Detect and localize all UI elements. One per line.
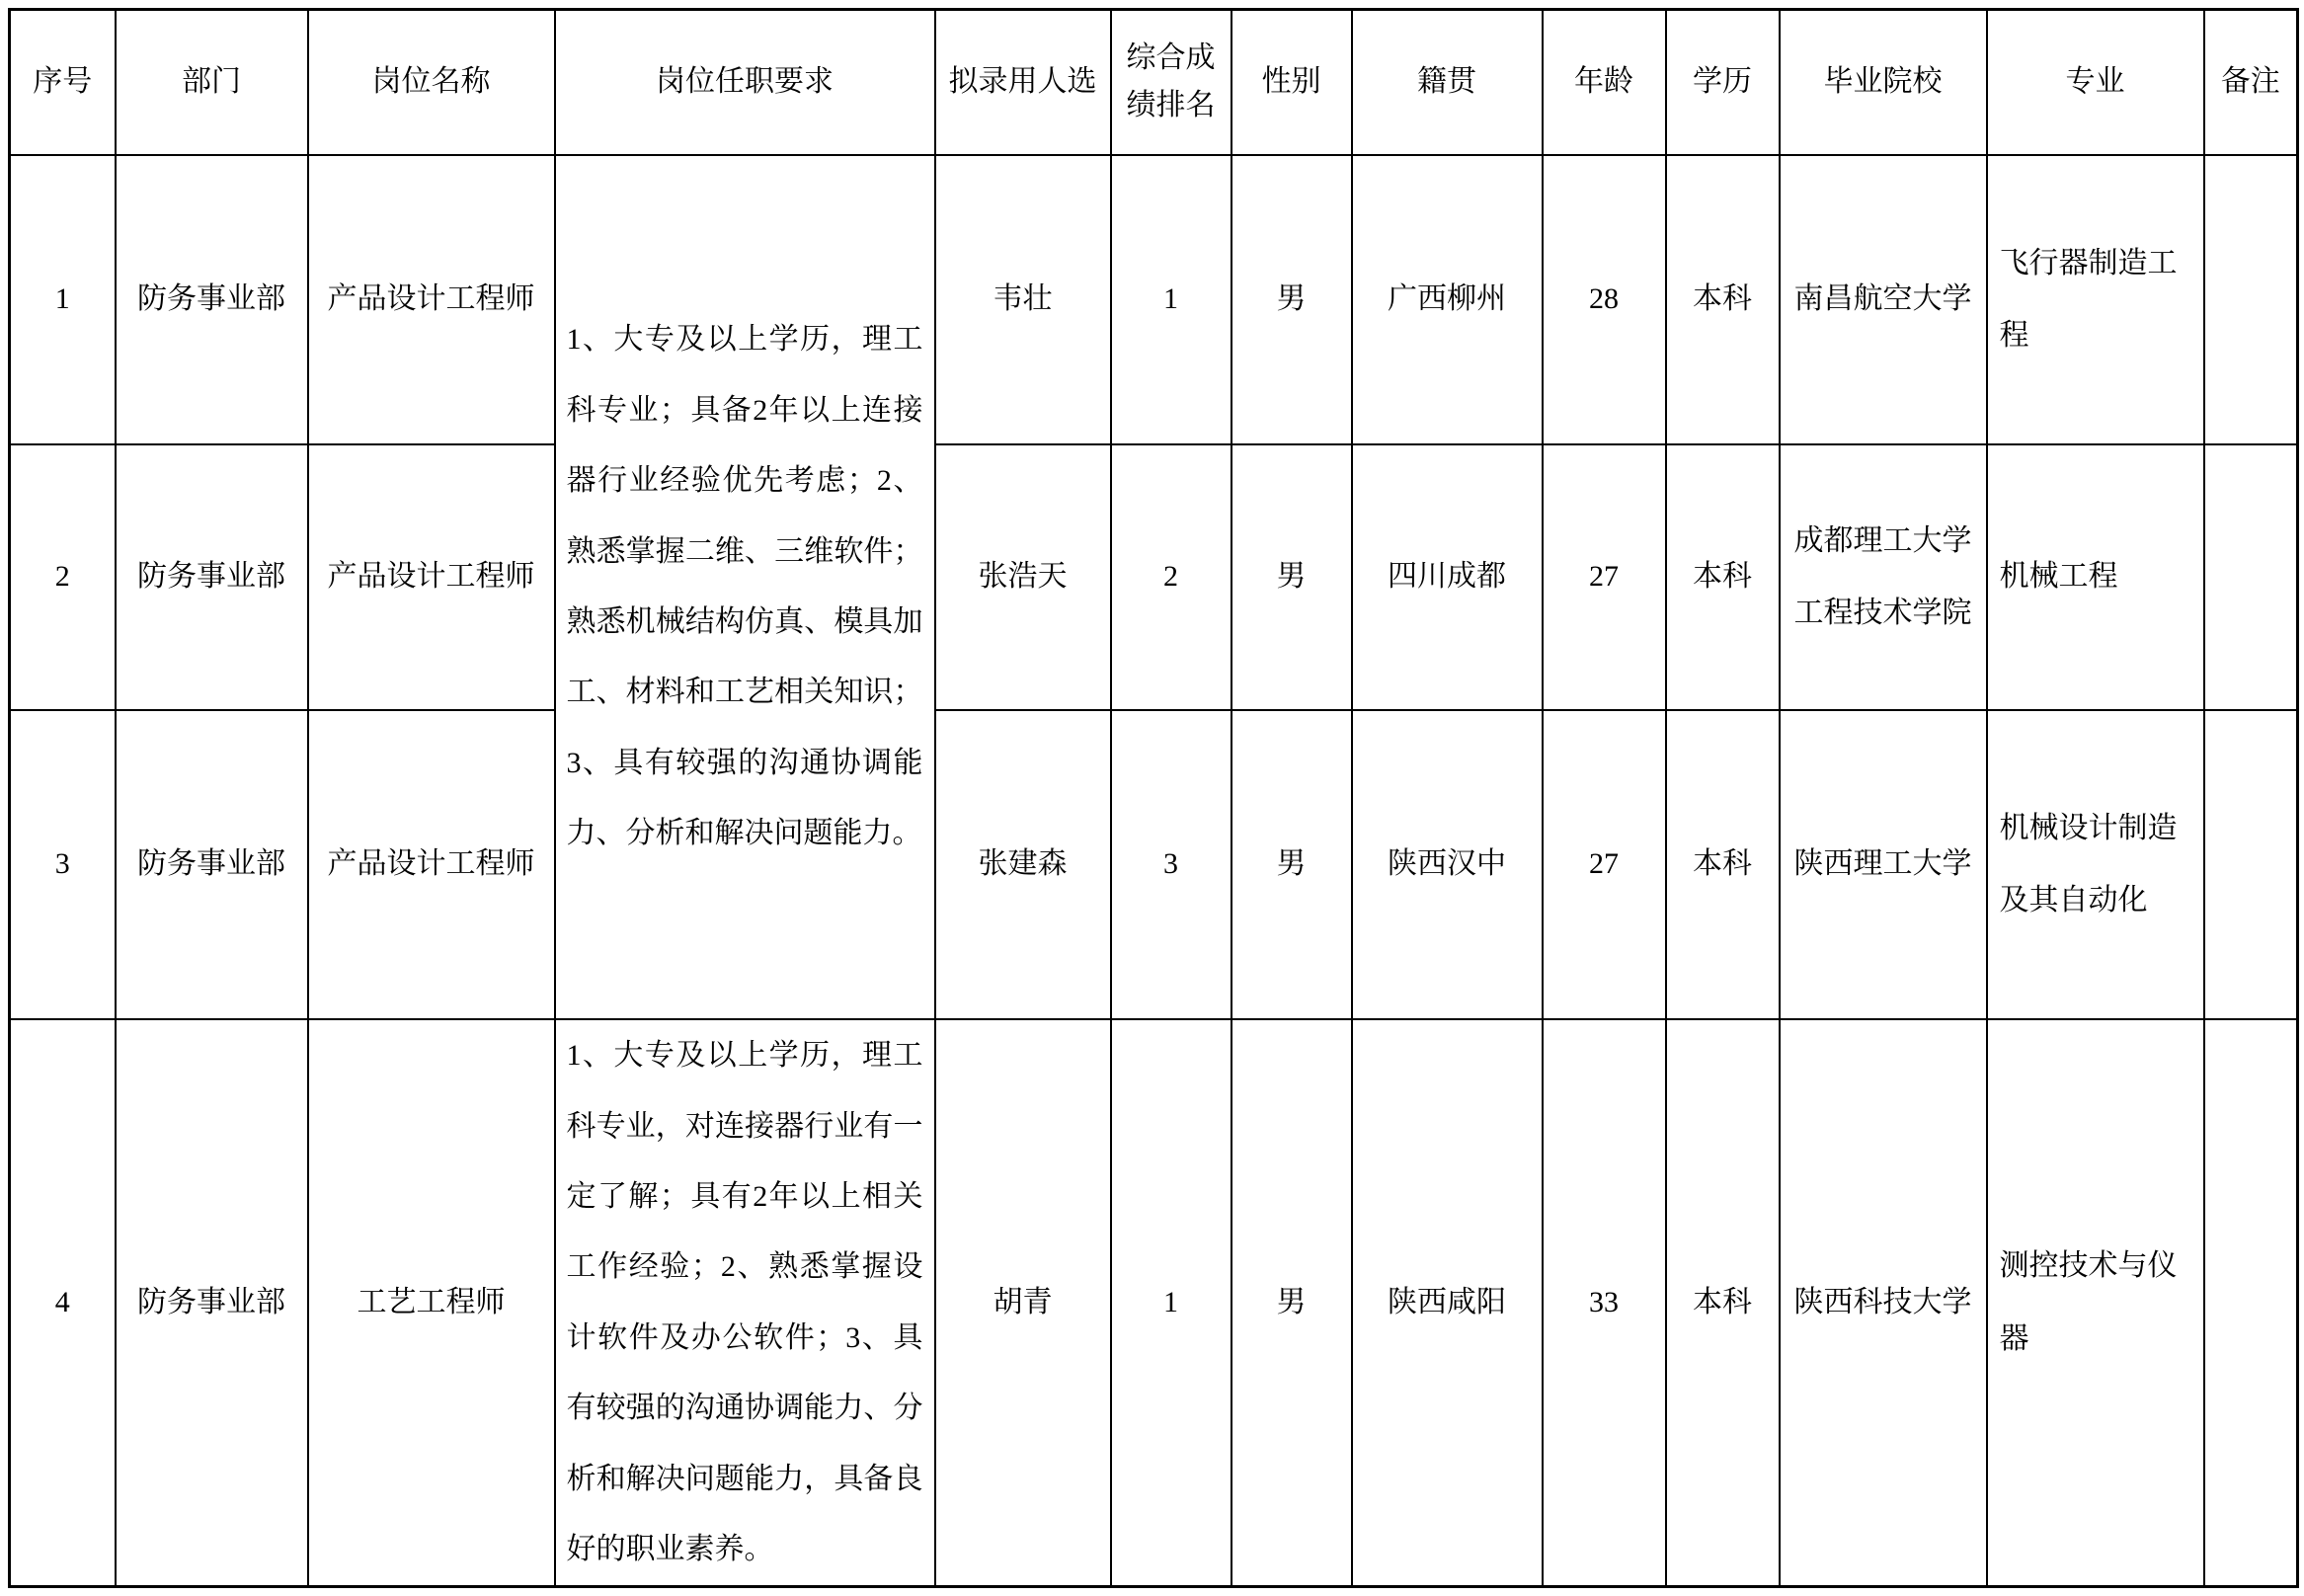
cell-candidate-1: 韦壮 <box>935 155 1111 444</box>
cell-requirements-group-1: 1、大专及以上学历，理工科专业；具备2年以上连接器行业经验优先考虑；2、熟悉掌握二维、三维软件；熟悉机械结构仿真、模具加工、材料和工艺相关知识；3、具有较强的沟通协调能力、分析和解决问题能力。 <box>555 155 935 1019</box>
col-header-department: 部门 <box>116 10 308 155</box>
col-header-rank: 综合成绩排名 <box>1111 10 1231 155</box>
col-header-major: 专业 <box>1987 10 2204 155</box>
cell-age-1: 28 <box>1543 155 1666 444</box>
cell-age-3: 27 <box>1543 710 1666 1019</box>
cell-major-4: 测控技术与仪器 <box>1987 1019 2204 1587</box>
cell-hometown-4: 陕西咸阳 <box>1352 1019 1543 1587</box>
cell-position-1: 产品设计工程师 <box>308 155 555 444</box>
table-row-2 <box>10 444 2298 710</box>
cell-index-1: 1 <box>10 155 116 444</box>
cell-education-1: 本科 <box>1666 155 1780 444</box>
col-header-position: 岗位名称 <box>308 10 555 155</box>
col-header-index: 序号 <box>10 10 116 155</box>
cell-hometown-1: 广西柳州 <box>1352 155 1543 444</box>
cell-position-3: 产品设计工程师 <box>308 710 555 1019</box>
col-header-candidate: 拟录用人选 <box>935 10 1111 155</box>
cell-hometown-2: 四川成都 <box>1352 444 1543 710</box>
cell-candidate-2: 张浩天 <box>935 444 1111 710</box>
cell-gender-4: 男 <box>1231 1019 1352 1587</box>
cell-department-3: 防务事业部 <box>116 710 308 1019</box>
cell-remarks-4 <box>2204 1019 2298 1587</box>
cell-school-3: 陕西理工大学 <box>1780 710 1987 1019</box>
cell-school-4: 陕西科技大学 <box>1780 1019 1987 1587</box>
col-header-education: 学历 <box>1666 10 1780 155</box>
cell-age-2: 27 <box>1543 444 1666 710</box>
cell-remarks-3 <box>2204 710 2298 1019</box>
cell-hometown-3: 陕西汉中 <box>1352 710 1543 1019</box>
cell-position-2: 产品设计工程师 <box>308 444 555 710</box>
header-row <box>10 10 2298 155</box>
cell-candidate-3: 张建森 <box>935 710 1111 1019</box>
cell-remarks-1 <box>2204 155 2298 444</box>
cell-index-2: 2 <box>10 444 116 710</box>
col-header-age: 年龄 <box>1543 10 1666 155</box>
cell-rank-2: 2 <box>1111 444 1231 710</box>
cell-education-2: 本科 <box>1666 444 1780 710</box>
cell-gender-3: 男 <box>1231 710 1352 1019</box>
cell-remarks-2 <box>2204 444 2298 710</box>
col-header-hometown: 籍贯 <box>1352 10 1543 155</box>
col-header-requirements: 岗位任职要求 <box>555 10 935 155</box>
cell-school-1: 南昌航空大学 <box>1780 155 1987 444</box>
cell-index-3: 3 <box>10 710 116 1019</box>
cell-candidate-4: 胡青 <box>935 1019 1111 1587</box>
table-row-4 <box>10 1019 2298 1587</box>
col-header-school: 毕业院校 <box>1780 10 1987 155</box>
cell-requirements-group-2: 1、大专及以上学历，理工科专业，对连接器行业有一定了解；具有2年以上相关工作经验；2、熟悉掌握设计软件及办公软件；3、具有较强的沟通协调能力、分析和解决问题能力，具备良好的职业素养。 <box>555 1019 935 1587</box>
cell-rank-1: 1 <box>1111 155 1231 444</box>
cell-department-4: 防务事业部 <box>116 1019 308 1587</box>
cell-major-2: 机械工程 <box>1987 444 2204 710</box>
cell-school-2: 成都理工大学工程技术学院 <box>1780 444 1987 710</box>
cell-age-4: 33 <box>1543 1019 1666 1587</box>
cell-rank-3: 3 <box>1111 710 1231 1019</box>
table-row-1 <box>10 155 2298 444</box>
cell-department-2: 防务事业部 <box>116 444 308 710</box>
cell-major-3: 机械设计制造及其自动化 <box>1987 710 2204 1019</box>
cell-department-1: 防务事业部 <box>116 155 308 444</box>
recruitment-roster-table <box>8 8 2299 1588</box>
table-row-3 <box>10 710 2298 1019</box>
col-header-gender: 性别 <box>1231 10 1352 155</box>
cell-gender-1: 男 <box>1231 155 1352 444</box>
cell-gender-2: 男 <box>1231 444 1352 710</box>
cell-education-4: 本科 <box>1666 1019 1780 1587</box>
cell-position-4: 工艺工程师 <box>308 1019 555 1587</box>
col-header-remarks: 备注 <box>2204 10 2298 155</box>
cell-rank-4: 1 <box>1111 1019 1231 1587</box>
cell-index-4: 4 <box>10 1019 116 1587</box>
cell-education-3: 本科 <box>1666 710 1780 1019</box>
cell-major-1: 飞行器制造工程 <box>1987 155 2204 444</box>
